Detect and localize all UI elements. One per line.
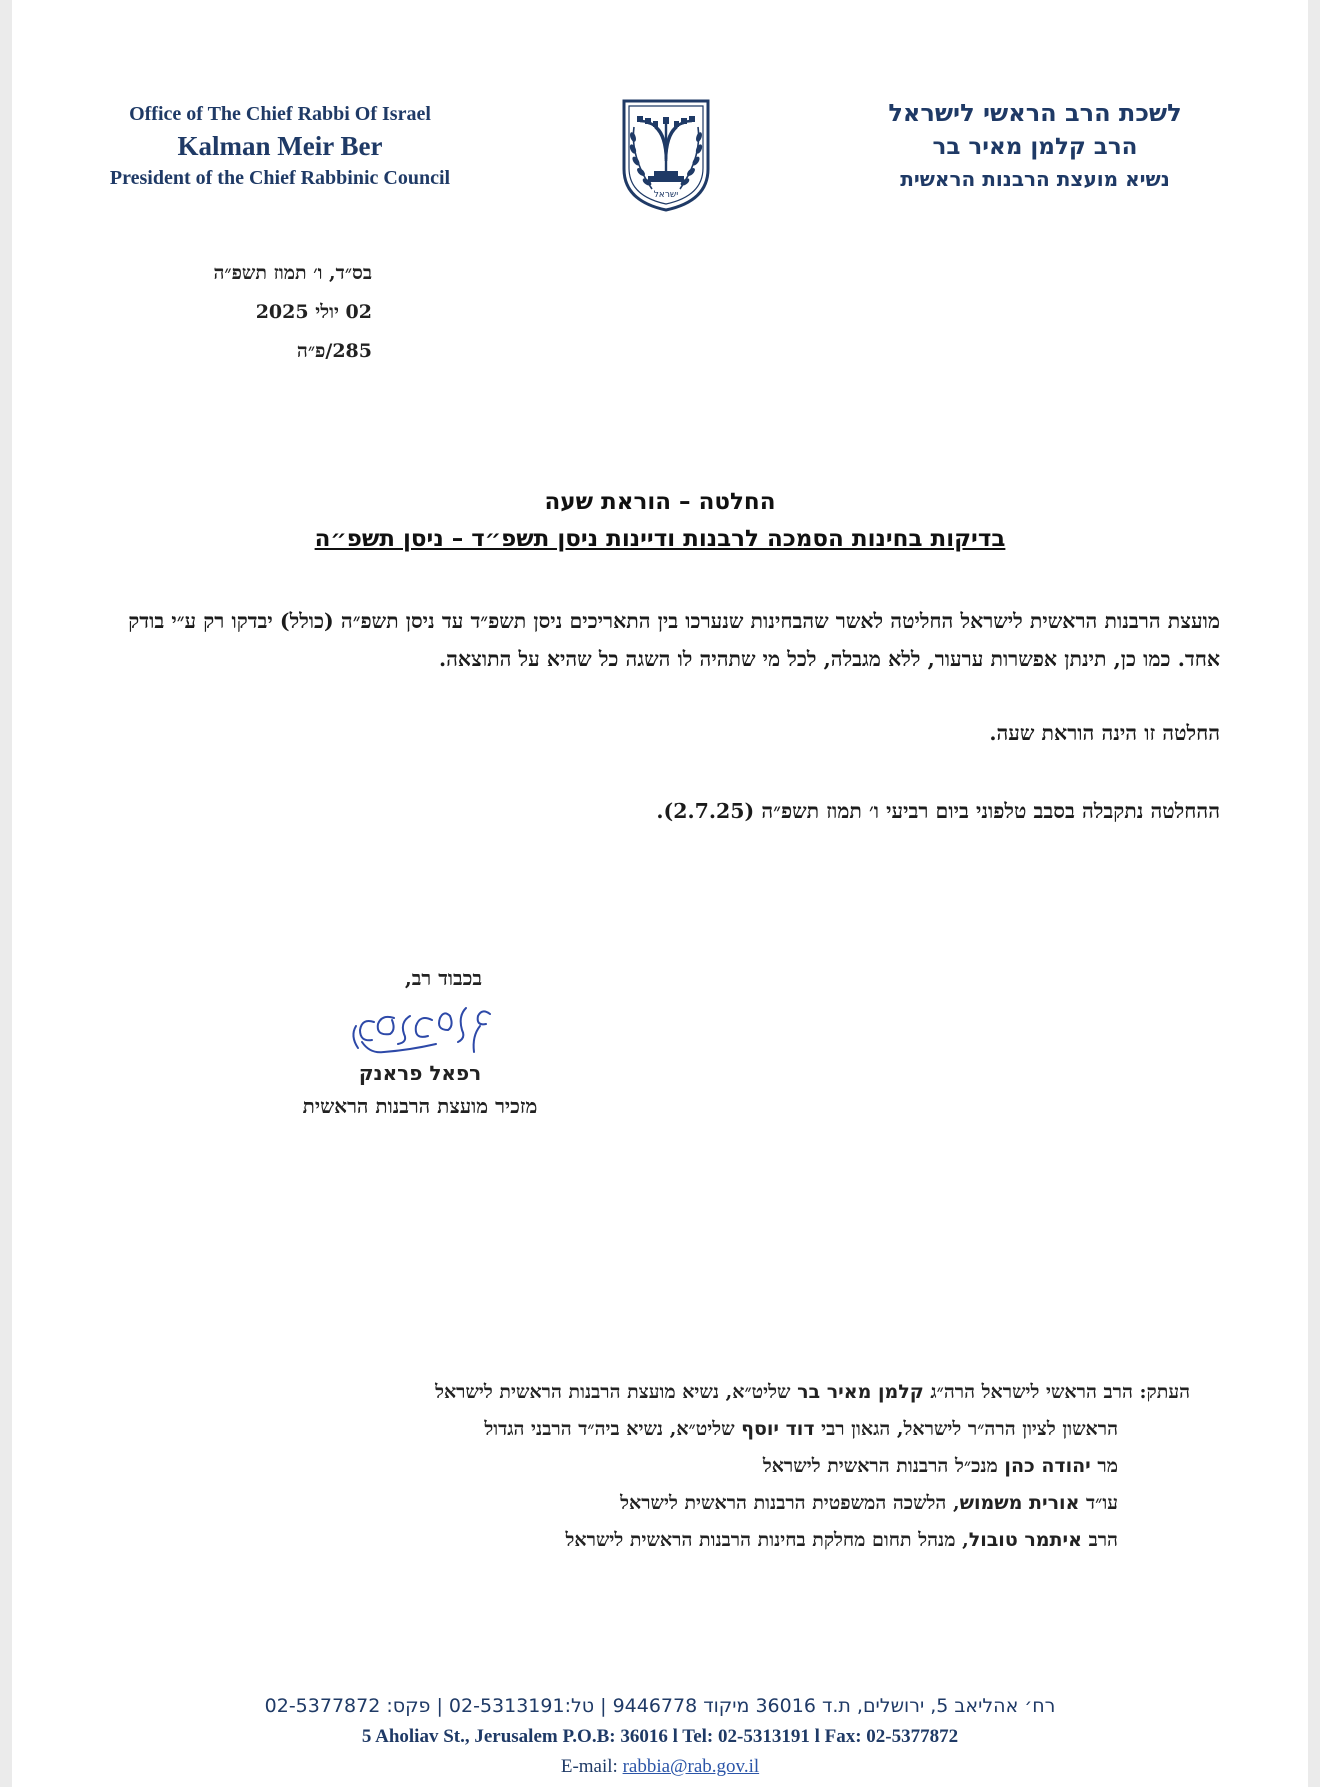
page-edge-left (0, 0, 12, 1787)
cc-row-text: מר (1090, 1455, 1118, 1477)
cc-row (270, 1448, 1190, 1485)
cc-list (270, 1374, 1190, 1559)
hebrew-date: בס״ד, ו׳ תמוז תשפ״ה (213, 262, 372, 284)
cc-row-text: , הלשכה המשפטית הרבנות הראשית לישראל (620, 1492, 960, 1514)
cc-row-name: קלמן מאיר בר (797, 1381, 924, 1403)
title-line-2: בדיקות בחינות הסמכה לרבנות ודיינות ניסן תשפ״ד – ניסן תשפ״ה (314, 526, 1006, 552)
cc-row-text: מנכ״ל הרבנות הראשית לישראל (762, 1455, 1005, 1477)
state-emblem-icon (618, 97, 714, 213)
cc-row-text: שליט״א, נשיא מועצת הרבנות הראשית לישראל (435, 1381, 798, 1403)
cc-row-name: איתמר טובול (968, 1529, 1082, 1551)
cc-row-text: שליט״א, נשיא ביה״ד הרבני הגדול (484, 1418, 742, 1440)
cc-row-name: יהודה כהן (1004, 1455, 1091, 1477)
page-edge-right (1308, 0, 1320, 1787)
emblem-label: ישראל (653, 190, 679, 200)
rabbi-name-he: הרב קלמן מאיר בר (932, 134, 1138, 160)
closing-greeting: בכבוד רב, (404, 966, 482, 990)
letter-body (100, 602, 1220, 830)
footer-address-en: 5 Aholiav St., Jerusalem P.O.B: 36016 l Tel: 02-5313191 l Fax: 02-5377872 (361, 1726, 959, 1747)
cc-row-text: עו״ד (1079, 1492, 1118, 1514)
cc-row-text: , מנהל תחום מחלקת בחינות הרבנות הראשית לישראל (565, 1529, 969, 1551)
email-label: E-mail: (560, 1756, 623, 1777)
body-paragraph-3: ההחלטה נתקבלה בסבב טלפוני ביום רביעי ו׳ תמוז תשפ״ה (2.7.25). (656, 799, 1220, 823)
signature-block (240, 960, 600, 1124)
cc-row-text: העתק: הרב הראשי לישראל הרה״ג (923, 1381, 1190, 1403)
signer-role: מזכיר מועצת הרבנות הראשית (302, 1094, 538, 1118)
council-title-en: President of the Chief Rabbinic Council (109, 167, 451, 189)
title-line-1: החלטה – הוראת שעה (544, 489, 776, 515)
office-title-he: לשכת הרב הראשי לישראל (888, 99, 1182, 127)
reference-number: 285/פ״ה (296, 340, 372, 362)
cc-row (270, 1411, 1190, 1448)
cc-row-name: אורית משמוש (959, 1492, 1080, 1514)
footer-email (160, 1752, 1160, 1782)
body-paragraph-1: מועצת הרבנות הראשית לישראל החליטה לאשר שהבחינות שנערכו בין התאריכים ניסן תשפ״ד עד ניסן תשפ״ה (כולל) יבדקו רק ע״י בודק אחד. כמו כן, תינתן אפשרות ערעור, ללא מגבלה, לכל מי שתהיה לו השגה כל שהיא על התוצאה. (128, 609, 1220, 671)
office-title-en: Office of The Chief Rabbi Of Israel (129, 103, 431, 125)
council-title-he: נשיא מועצת הרבנות הראשית (900, 167, 1170, 191)
letter-title (200, 484, 1120, 558)
cc-row-text: הרב (1081, 1529, 1118, 1551)
cc-row (270, 1522, 1190, 1559)
cc-row-name: דוד יוסף (741, 1418, 815, 1440)
cc-row (270, 1485, 1190, 1522)
cc-row-text: הראשון לציון הרה״ר לישראל, הגאון רבי (814, 1418, 1118, 1440)
signer-name: רפאל פראנק (358, 1061, 482, 1085)
cc-row (270, 1374, 1190, 1411)
letter-footer (160, 1690, 1160, 1782)
letter-meta (112, 254, 372, 371)
letterhead-hebrew (870, 96, 1200, 194)
footer-address-he: רח׳ אהליאב 5, ירושלים, ת.ד 36016 מיקוד 9446778 | טל:02-5313191 | פקס: 02-5377872 (264, 1695, 1056, 1717)
email-link[interactable]: rabbia@rab.gov.il (622, 1756, 760, 1777)
body-paragraph-2: החלטה זו הינה הוראת שעה. (989, 721, 1220, 745)
gregorian-date: 02 יולי 2025 (255, 301, 372, 323)
rabbi-name-en: Kalman Meir Ber (177, 131, 383, 161)
letterhead-english (70, 100, 490, 192)
